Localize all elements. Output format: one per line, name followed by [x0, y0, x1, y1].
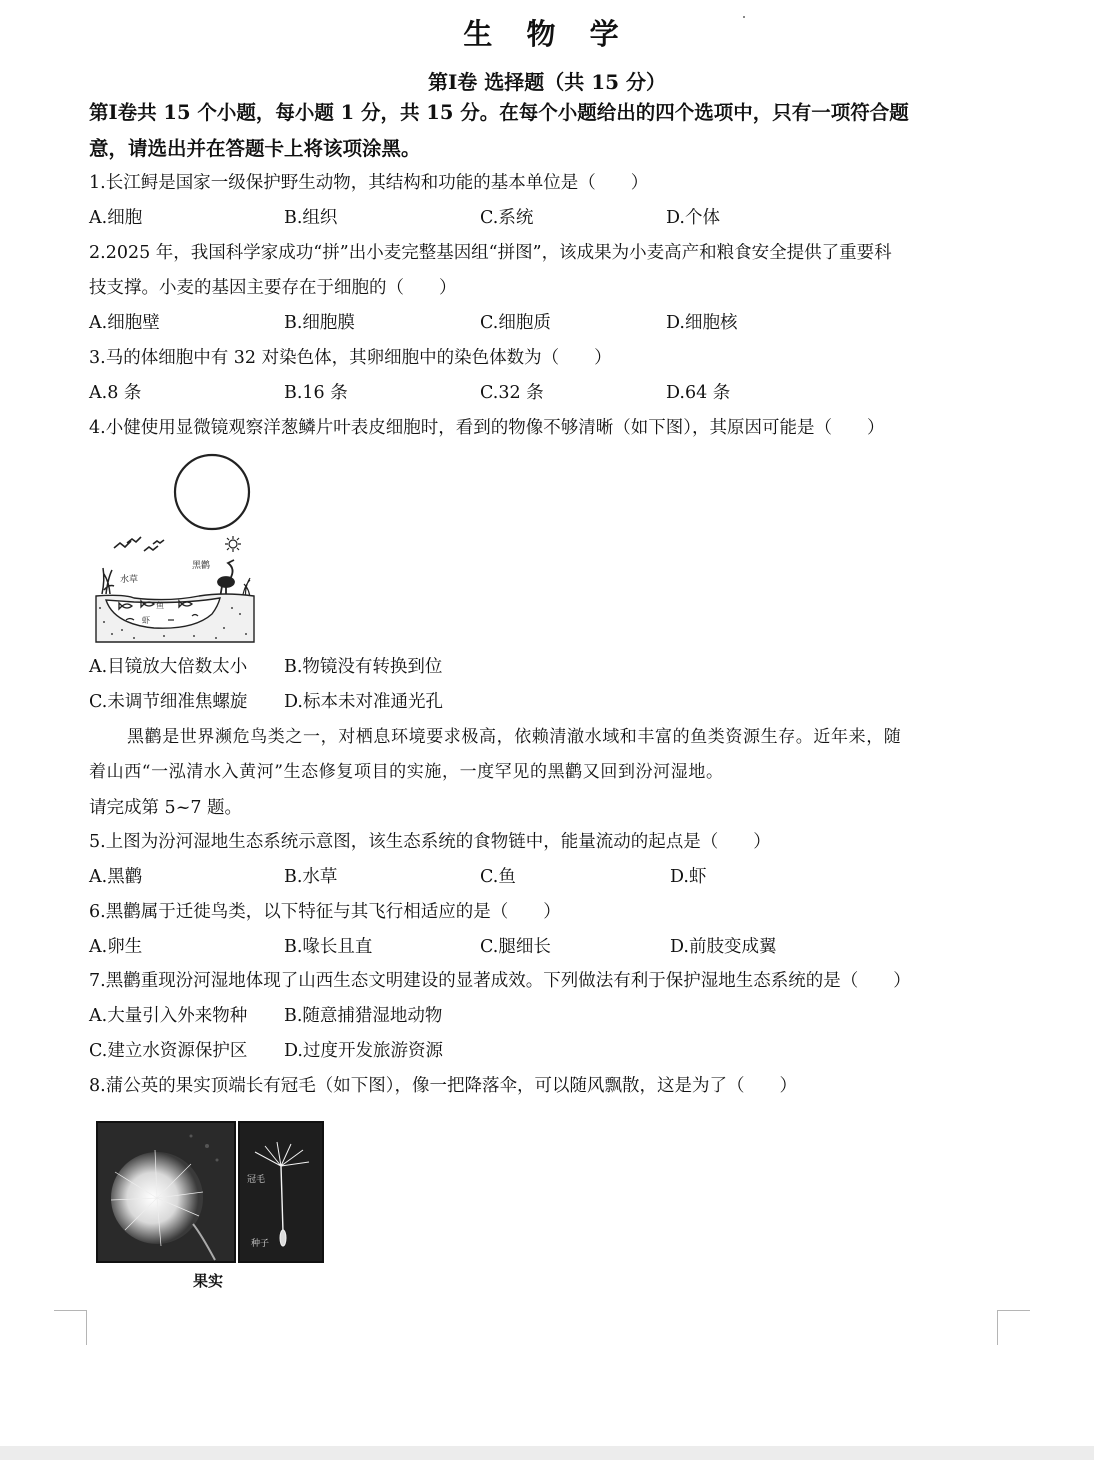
q2-stem-line-1: 2.2025 年，我国科学家成功“拼”出小麦完整基因组“拼图”，该成果为小麦高产和粮食安全提供了重要科 [89, 243, 892, 263]
q6-option-b: B.喙长且直 [284, 937, 373, 957]
q5-option-d: D.虾 [670, 867, 707, 887]
q7-option-c: C.建立水资源保护区 [89, 1041, 248, 1061]
sun-circle [175, 455, 249, 529]
dandelion-fruit-figure [95, 1120, 325, 1290]
q4-option-c: C.未调节细准焦螺旋 [89, 692, 248, 712]
label-fish: 鱼 [156, 601, 164, 610]
q1-option-d: D.个体 [666, 208, 720, 228]
q3-option-d: D.64 条 [666, 383, 731, 403]
q6-option-a: A.卵生 [89, 937, 143, 957]
q2-option-c: C.细胞质 [480, 313, 551, 333]
label-seed: 种子 [251, 1239, 270, 1249]
q7-option-a: A.大量引入外来物种 [89, 1006, 248, 1026]
q3-option-b: B.16 条 [284, 383, 348, 403]
instructions-line-2: 意，请选出并在答题卡上将该项涂黑。 [89, 137, 421, 160]
q2-option-a: A.细胞壁 [89, 313, 160, 333]
q4-option-a: A.目镜放大倍数太小 [89, 657, 248, 677]
q4-option-d: D.标本未对准通光孔 [284, 692, 443, 712]
q6-option-c: C.腿细长 [480, 937, 551, 957]
q4-option-b: B.物镜没有转换到位 [284, 657, 443, 677]
q2-stem-line-2: 技支撑。小麦的基因主要存在于细胞的（ ） [89, 278, 457, 298]
q1-stem: 1.长江鲟是国家一级保护野生动物，其结构和功能的基本单位是（ ） [89, 173, 649, 193]
q1-option-c: C.系统 [480, 208, 534, 228]
q5-option-c: C.鱼 [480, 867, 516, 887]
flying-birds [114, 537, 164, 551]
q6-option-d: D.前肢变成翼 [670, 937, 777, 957]
q2-option-d: D.细胞核 [666, 313, 738, 333]
label-shrimp: 虾 [142, 616, 150, 625]
figure-caption: 果实 [193, 1272, 224, 1290]
small-sun-icon [225, 536, 241, 552]
q5-option-a: A.黑鹳 [89, 867, 143, 887]
page-corner-mark-right [997, 1310, 1030, 1345]
q1-option-b: B.组织 [284, 208, 338, 228]
q6-stem: 6.黑鹳属于迁徙鸟类，以下特征与其飞行相适应的是（ ） [89, 902, 561, 922]
q3-stem: 3.马的体细胞中有 32 对染色体，其卵细胞中的染色体数为（ ） [89, 348, 612, 368]
q5-stem: 5.上图为汾河湿地生态系统示意图，该生态系统的食物链中，能量流动的起点是（ ） [89, 832, 771, 852]
q3-option-c: C.32 条 [480, 383, 544, 403]
label-grass: 水草 [120, 575, 139, 585]
q2-option-b: B.细胞膜 [284, 313, 355, 333]
page-bottom-edge [0, 1446, 1094, 1460]
page-title: 生 物 学 [463, 17, 631, 51]
q4-stem: 4.小健使用显微镜观察洋葱鳞片叶表皮细胞时，看到的物像不够清晰（如下图），其原因可能是（ ） [89, 418, 885, 438]
q8-stem: 8.蒲公英的果实顶端长有冠毛（如下图），像一把降落伞，可以随风飘散，这是为了（ ） [89, 1076, 797, 1096]
q7-option-b: B.随意捕猎湿地动物 [284, 1006, 443, 1026]
black-heron [218, 560, 234, 598]
water-grass [102, 568, 114, 594]
label-heron: 黑鹳 [192, 561, 211, 571]
q5-option-b: B.水草 [284, 867, 338, 887]
page-corner-mark-left [54, 1310, 87, 1345]
passage-prompt: 请完成第 5~7 题。 [89, 798, 243, 818]
label-pappus: 冠毛 [247, 1175, 266, 1185]
wetland-ecosystem-figure [94, 452, 256, 644]
instructions-line-1: 第Ⅰ卷共 15 个小题，每小题 1 分，共 15 分。在每个小题给出的四个选项中，只有一项符合题 [89, 101, 909, 124]
passage-line-2: 着山西“一泓清水入黄河”生态修复项目的实施，一度罕见的黑鹳又回到汾河湿地。 [89, 762, 724, 782]
q1-option-a: A.细胞 [89, 208, 143, 228]
q7-option-d: D.过度开发旅游资源 [284, 1041, 443, 1061]
q3-option-a: A.8 条 [89, 383, 142, 403]
passage-line-1: 黑鹳是世界濒危鸟类之一，对栖息环境要求极高，依赖清澈水域和丰富的鱼类资源生存。近年来，随 [127, 727, 902, 747]
section-title: 第Ⅰ卷 选择题（共 15 分） [427, 70, 667, 94]
q7-stem: 7.黑鹳重现汾河湿地体现了山西生态文明建设的显著成效。下列做法有利于保护湿地生态系统的是（ ） [89, 971, 911, 991]
